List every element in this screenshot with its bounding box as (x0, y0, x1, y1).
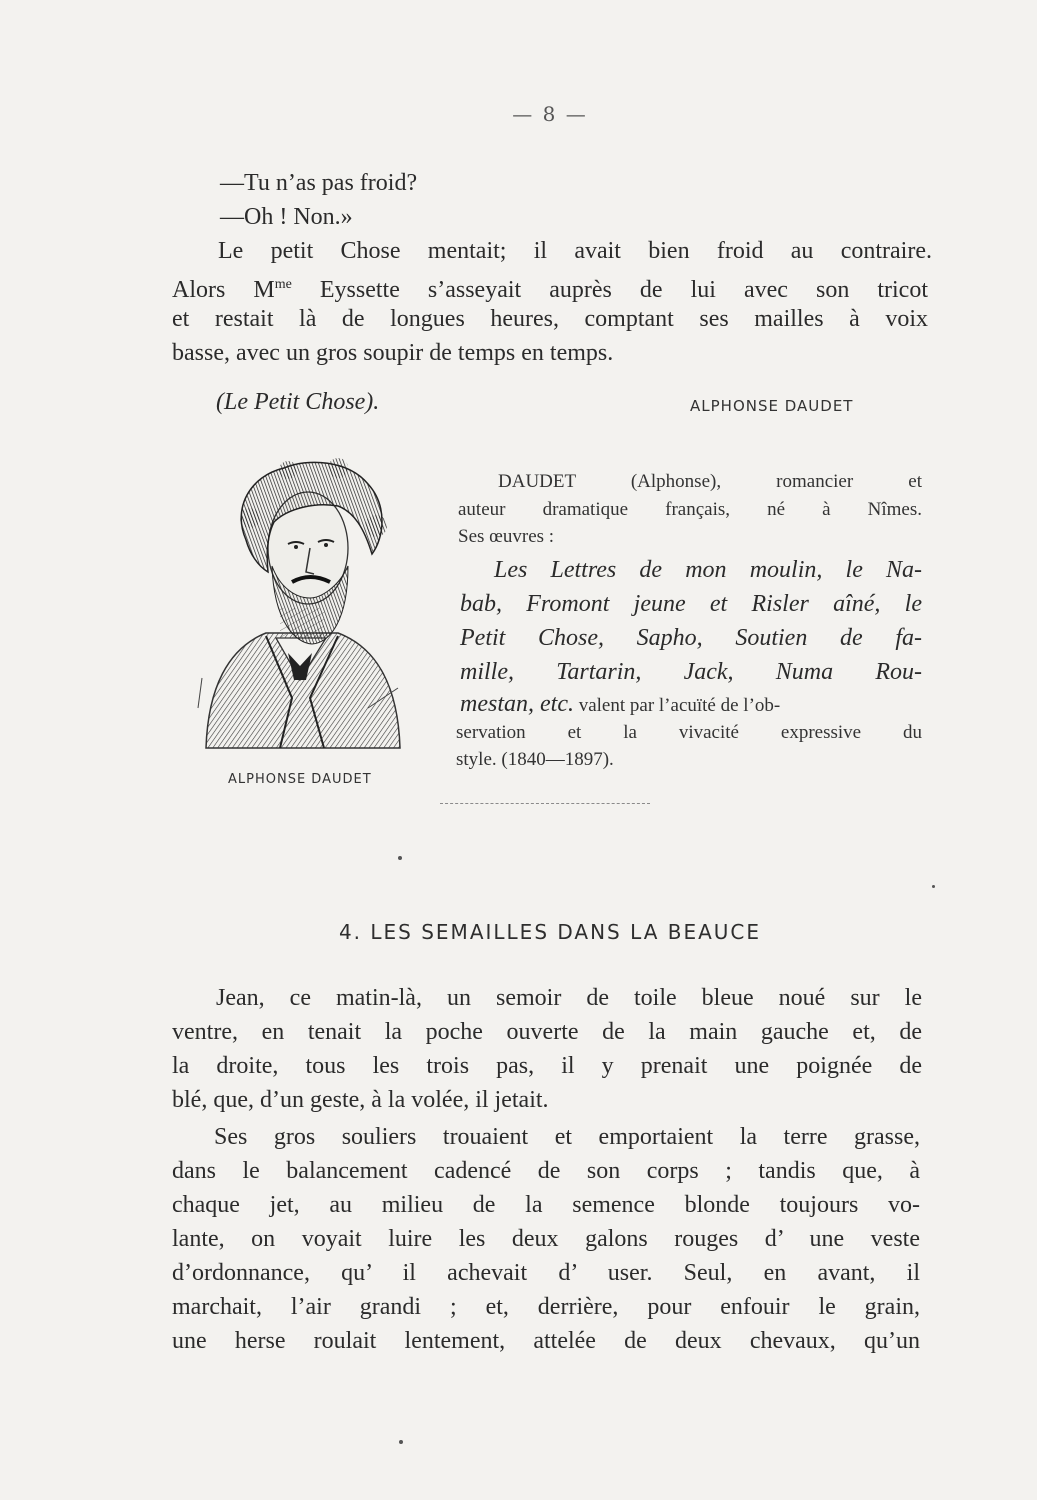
bio-works-line: bab, Fromont jeune et Risler aîné, le (460, 591, 922, 617)
section-divider (440, 803, 650, 804)
portrait-engraving (188, 448, 413, 760)
paragraph-line: lante, on voyait luire les deux galons rouges d’ une veste (172, 1226, 920, 1252)
paragraph-line: une herse roulait lentement, attelée de deux chevaux, qu’un (172, 1328, 920, 1354)
bio-line: auteur dramatique français, né à Nîmes. (458, 499, 922, 520)
bio-mixed-line (460, 688, 922, 720)
bio-text-continued: valent par l’acuïté de l’ob- (573, 695, 781, 716)
bio-works-end: mestan, etc. (460, 691, 574, 717)
dialogue-line: —Oh ! Non.» (220, 204, 353, 230)
bio-line: style. (1840—1897). (456, 749, 614, 770)
paragraph-line: dans le balancement cadencé de son corps ; tandis que, à (172, 1158, 920, 1184)
paragraph-line: Jean, ce matin-là, un semoir de toile bleue noué sur le (216, 985, 922, 1011)
paragraph-line: d’ordonnance, qu’ il achevait d’ user. Seul, en avant, il (172, 1260, 920, 1286)
paragraph-line: chaque jet, au milieu de la semence blonde toujours vo- (172, 1192, 920, 1218)
dialogue-line: —Tu n’as pas froid? (220, 170, 418, 196)
source-title: (Le Petit Chose). (216, 389, 380, 415)
section-heading: 4. LES SEMAILLES DANS LA BEAUCE (338, 920, 762, 944)
paragraph-line-end: Eyssette s’asseyait auprès de lui avec son tricot (291, 277, 929, 303)
bio-works-line: Les Lettres de mon moulin, le Na- (494, 557, 922, 583)
paragraph-line: basse, avec un gros soupir de temps en temps. (172, 340, 614, 366)
bio-line: Ses œuvres : (458, 526, 555, 547)
bio-line: servation et la vivacité expressive du (456, 722, 922, 743)
bio-works-line: mille, Tartarin, Jack, Numa Rou- (460, 659, 922, 685)
paragraph-line: Le petit Chose mentait; il avait bien froid au contraire. (218, 238, 932, 264)
superscript-me: me (274, 277, 292, 292)
paragraph-line: et restait là de longues heures, comptant ses mailles à voix (172, 306, 928, 332)
bio-works-line: Petit Chose, Sapho, Soutien de fa- (460, 625, 922, 651)
paragraph-line: blé, que, d’un geste, à la volée, il jetait. (172, 1087, 549, 1113)
paragraph-line: ventre, en tenait la poche ouverte de la main gauche et, de (172, 1019, 922, 1045)
page-number: — 8 — (512, 102, 588, 126)
bio-line: DAUDET (Alphonse), romancier et (498, 471, 922, 492)
paragraph-line: la droite, tous les trois pas, il y prenait une poignée de (172, 1053, 922, 1079)
print-speck (398, 856, 402, 860)
print-speck (399, 1440, 403, 1444)
author-signature: ALPHONSE DAUDET (690, 397, 854, 415)
portrait-caption: ALPHONSE DAUDET (228, 772, 372, 787)
paragraph-line: marchait, l’air grandi ; et, derrière, pour enfouir le grain, (172, 1294, 920, 1320)
paragraph-line-start: Alors M (172, 277, 275, 303)
paragraph-line: Ses gros souliers trouaient et emportaient la terre grasse, (214, 1124, 920, 1150)
print-speck (932, 885, 935, 888)
